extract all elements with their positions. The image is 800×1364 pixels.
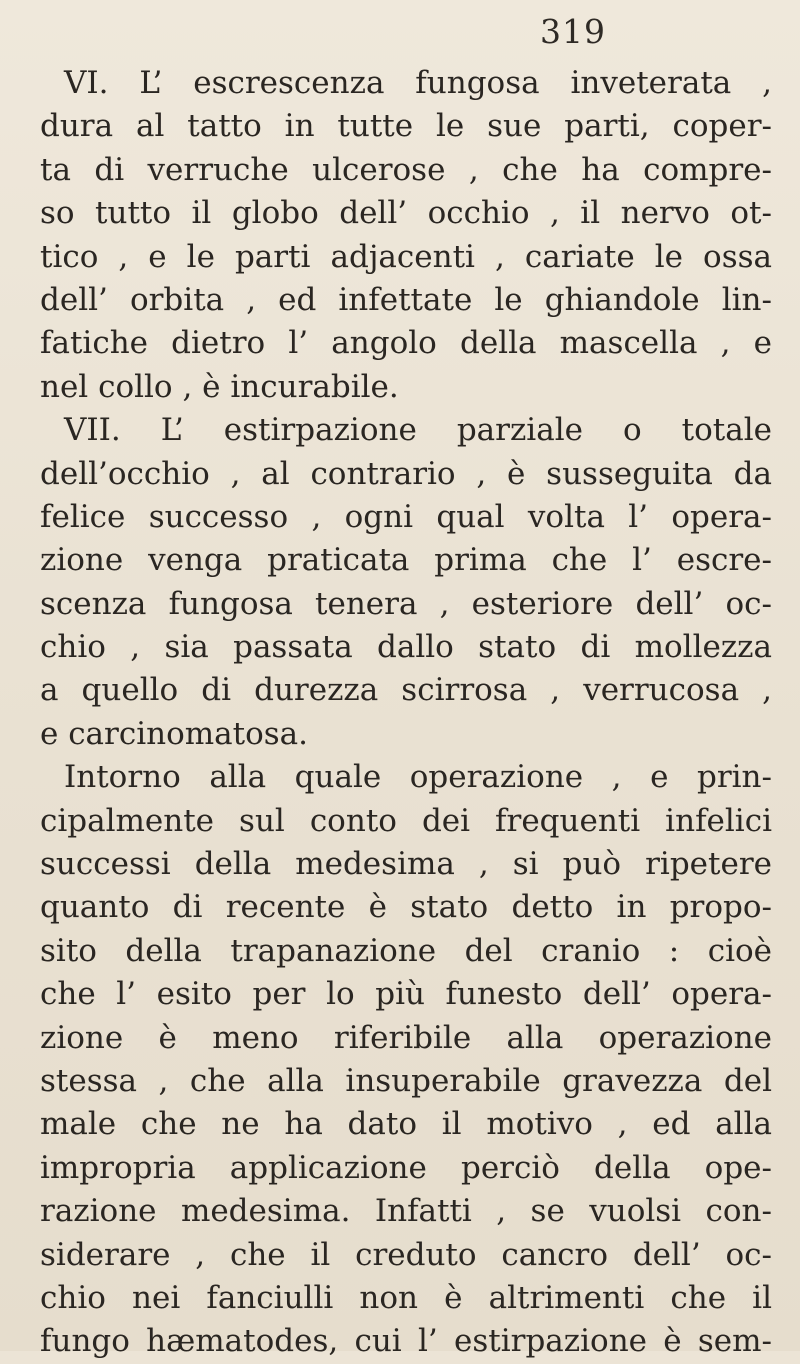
text-line: felice successo , ogni qual volta l’ opera- <box>40 498 772 535</box>
text-line: fungo hæmatodes, cui l’ estirpazione è sem- <box>40 1323 772 1360</box>
text-line: fatiche dietro l’ angolo della mascella , e <box>40 325 772 362</box>
text-line: che l’ esito per lo più funesto dell’ opera- <box>40 976 772 1013</box>
text-line: chio nei fanciulli non è altrimenti che il <box>40 1279 772 1316</box>
text-line: dura al tatto in tutte le sue parti, coper- <box>40 108 772 145</box>
text-line: successi della medesima , si può ripetere <box>40 846 772 883</box>
text-line: e carcinomatosa. <box>40 715 309 752</box>
text-line: VII. L’ estirpazione parziale o totale <box>64 412 772 449</box>
text-line: so tutto il globo dell’ occhio , il nervo ot- <box>40 195 772 232</box>
text-line: male che ne ha dato il motivo , ed alla <box>40 1106 772 1143</box>
text-line: VI. L’ escrescenza fungosa inveterata , <box>64 65 772 101</box>
text-line: ta di verruche ulcerose , che ha compre- <box>40 151 772 188</box>
text-line: a quello di durezza scirrosa , verrucosa , <box>40 672 772 709</box>
text-line: siderare , che il creduto cancro dell’ oc- <box>40 1236 772 1273</box>
text-line: dell’occhio , al contrario , è susseguita da <box>40 455 772 492</box>
text-line: razione medesima. Infatti , se vuolsi con- <box>40 1193 772 1230</box>
text-line: nel collo , è incurabile. <box>40 368 399 405</box>
text-line: zione è meno riferibile alla operazione <box>40 1019 772 1056</box>
text-line: tico , e le parti adjacenti , cariate le ossa <box>40 238 772 275</box>
body-text <box>40 62 772 1364</box>
text-line: cipalmente sul conto dei frequenti infelici <box>40 802 772 839</box>
text-line: scenza fungosa tenera , esteriore dell’ oc- <box>40 585 772 622</box>
text-line: dell’ orbita , ed infettate le ghiandole lin- <box>40 281 772 318</box>
text-line: zione venga praticata prima che l’ escre- <box>40 542 772 579</box>
text-line: impropria applicazione perciò della ope- <box>40 1149 772 1186</box>
text-line: stessa , che alla insuperabile gravezza del <box>40 1062 772 1099</box>
text-line: quanto di recente è stato detto in propo- <box>40 889 772 926</box>
text-line: sito della trapanazione del cranio : cioè <box>40 932 772 969</box>
page-number: 319 <box>540 12 606 51</box>
text-line: chio , sia passata dallo stato di mollezza <box>40 629 772 666</box>
text-line: Intorno alla quale operazione , e prin- <box>64 759 772 796</box>
